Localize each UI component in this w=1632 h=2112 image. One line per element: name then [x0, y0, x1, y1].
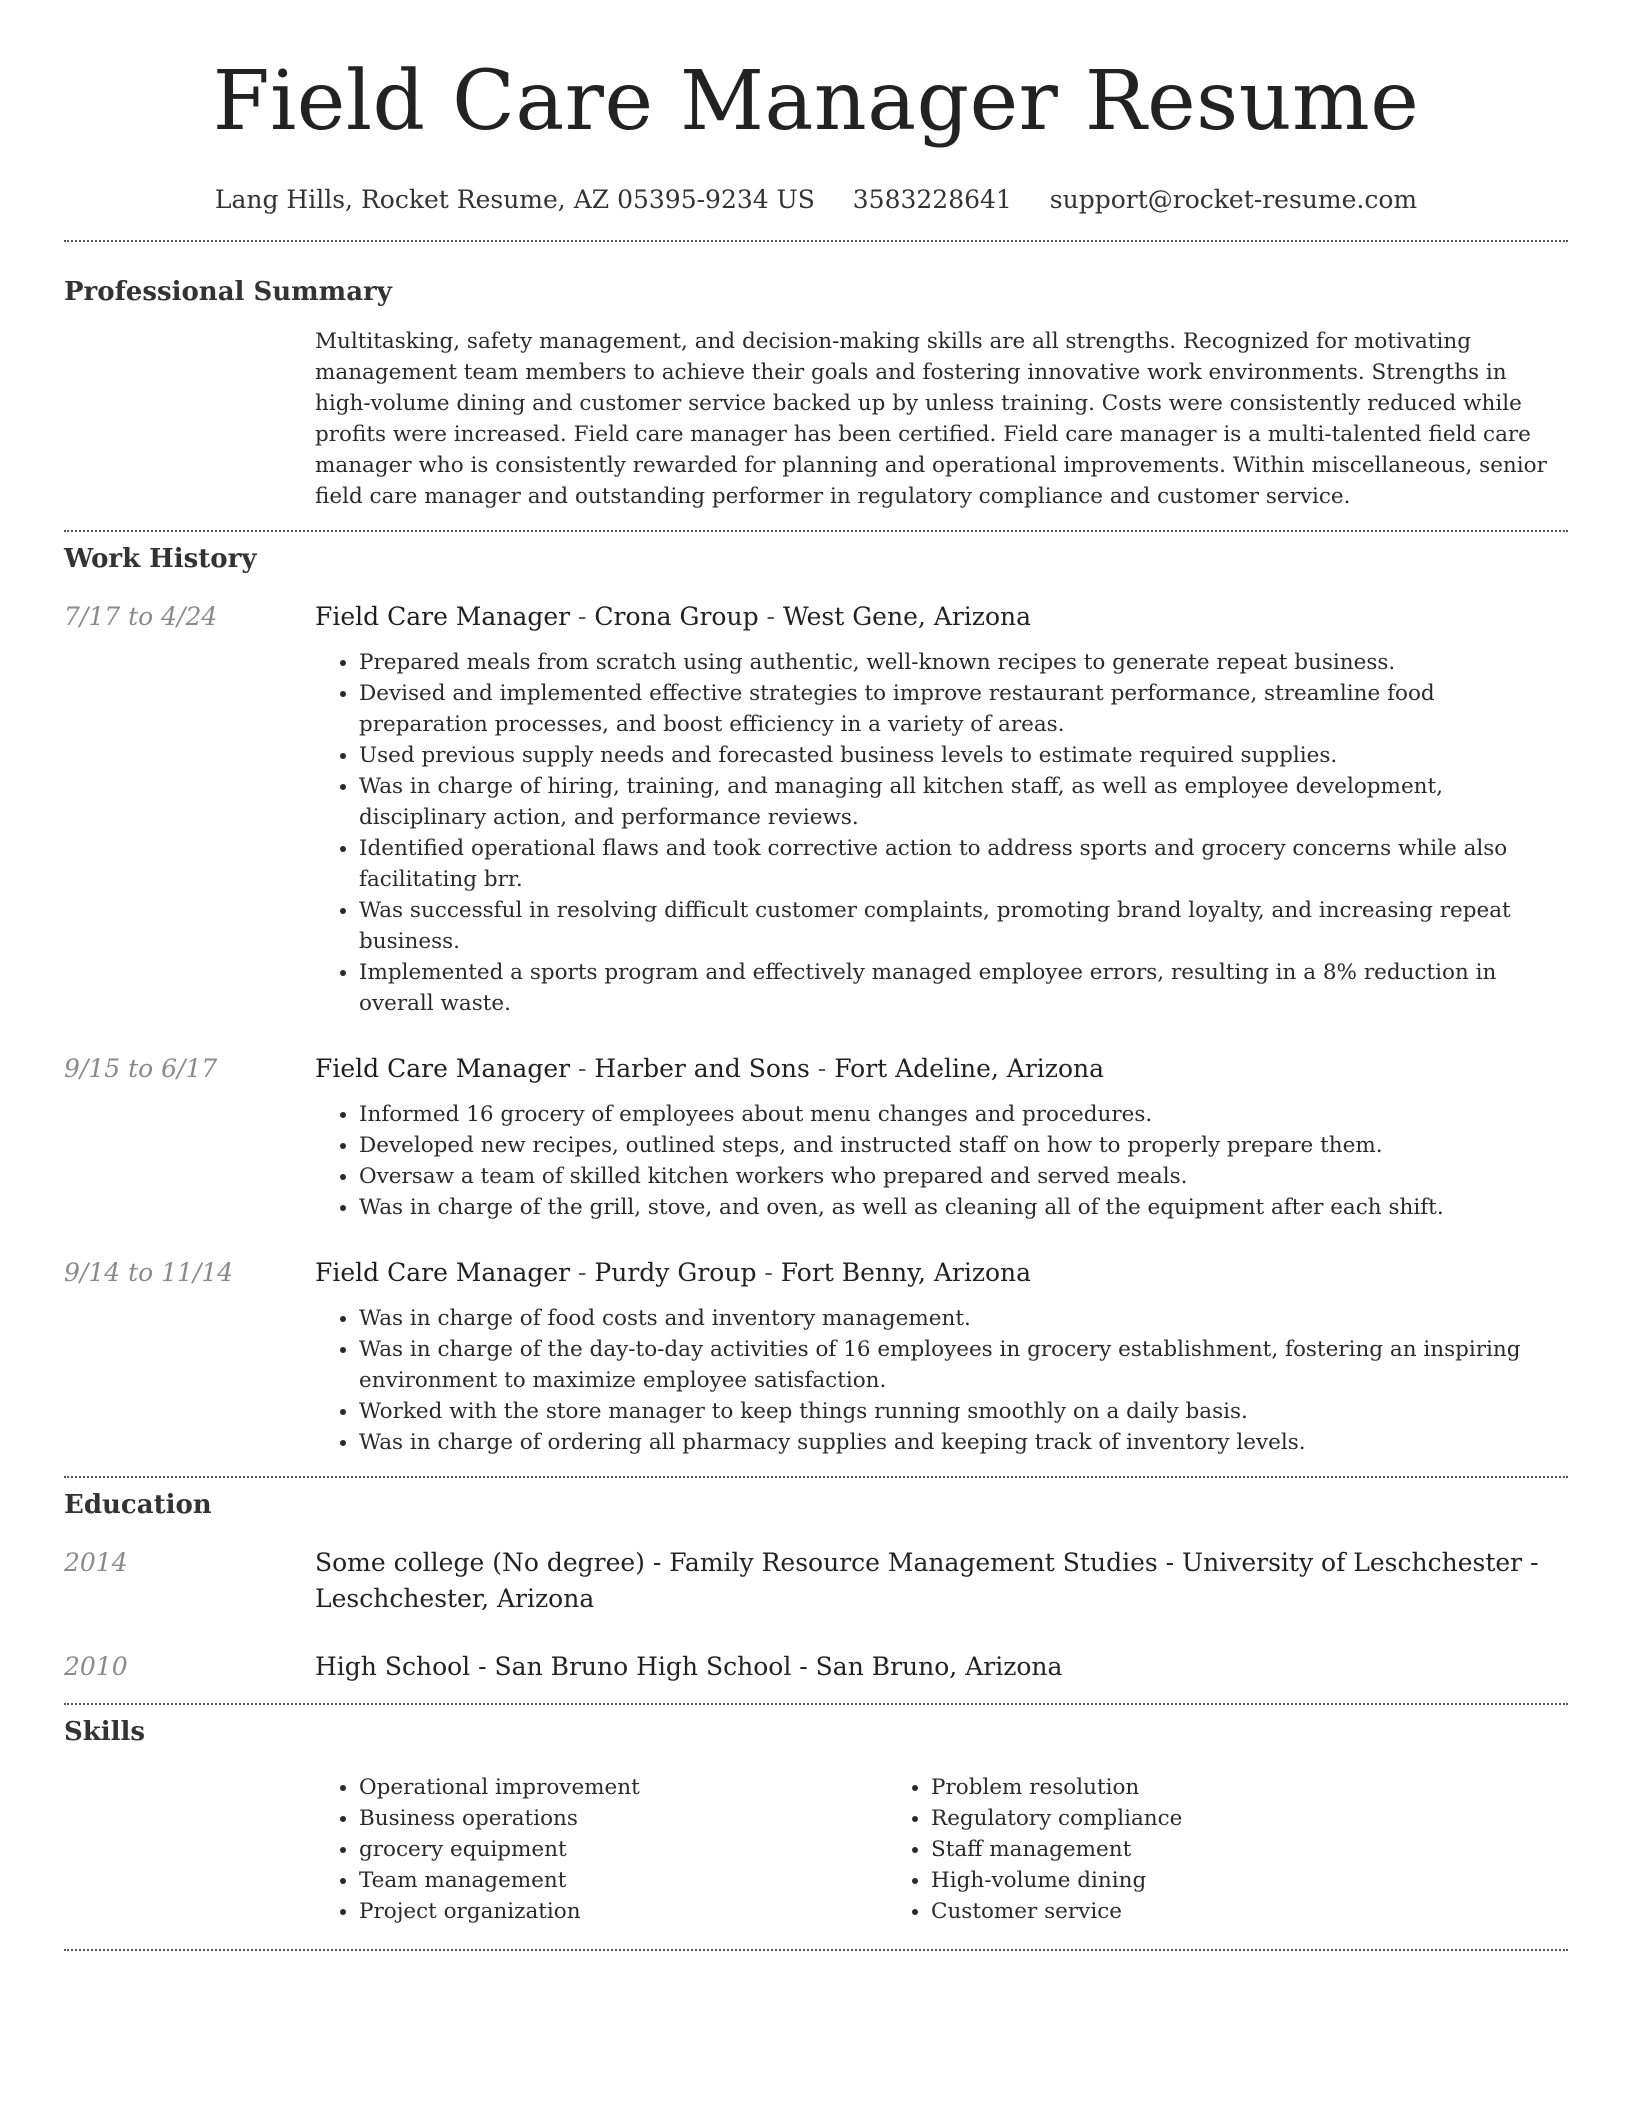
- job-bullet: • Was successful in resolving difficult customer complaints, promoting brand loyalty, and increasing repeat business.: [359, 895, 1568, 957]
- job-bullets: [315, 647, 1568, 1019]
- skill-item: • Team management: [359, 1865, 887, 1896]
- contact-address: Lang Hills, Rocket Resume, AZ 05395-9234 US: [214, 185, 815, 214]
- education-school: University of Leschchester: [1182, 1548, 1523, 1577]
- job-heading: [315, 599, 1568, 635]
- section-title-education: Education: [64, 1490, 212, 1520]
- job-bullet: • Identified operational flaws and took corrective action to address sports and grocery concerns while also facilitating brr.: [359, 833, 1568, 895]
- job-bullet: • Implemented a sports program and effectively managed employee errors, resulting in a 8% reduction in overall waste.: [359, 957, 1568, 1019]
- education-school: San Bruno High School: [494, 1652, 792, 1681]
- contact-phone: 3583228641: [852, 185, 1012, 214]
- job-company: Crona Group: [594, 602, 759, 631]
- job-heading: [315, 1255, 1568, 1291]
- job-bullet: • Was in charge of hiring, training, and managing all kitchen staff, as well as employee development, disciplinary action, and performance reviews.: [359, 771, 1568, 833]
- education-heading: [315, 1545, 1568, 1617]
- job-role: Field Care Manager: [315, 1258, 571, 1287]
- education-location: San Bruno, Arizona: [815, 1652, 1063, 1681]
- job-bullet: • Developed new recipes, outlined steps, and instructed staff on how to properly prepare them.: [359, 1130, 1568, 1161]
- job-bullet: • Was in charge of the grill, stove, and oven, as well as cleaning all of the equipment after each shift.: [359, 1192, 1568, 1223]
- job-separator: -: [570, 1054, 595, 1083]
- contact-line: [64, 182, 1568, 218]
- job-bullets: [315, 1099, 1568, 1223]
- resume-title: Field Care Manager Resume: [212, 54, 1420, 149]
- job-separator: -: [756, 1258, 781, 1287]
- job-separator: -: [809, 1054, 835, 1083]
- education-degree: High School: [315, 1652, 471, 1681]
- skills-spacer: [64, 1772, 315, 1927]
- skills-section: [64, 1714, 1568, 1927]
- job-bullet: • Prepared meals from scratch using authentic, well-known recipes to generate repeat business.: [359, 647, 1568, 678]
- job-entry: [64, 1051, 1568, 1223]
- education-separator: -: [1157, 1548, 1183, 1577]
- skill-item: • Project organization: [359, 1896, 887, 1927]
- divider: [64, 1703, 1568, 1705]
- divider: [64, 530, 1568, 532]
- section-title-work: Work History: [64, 544, 257, 574]
- summary-section: [64, 274, 1568, 512]
- education-year: 2010: [64, 1652, 128, 1681]
- skill-item: • Operational improvement: [359, 1772, 887, 1803]
- skill-item: • Customer service: [931, 1896, 1459, 1927]
- job-company: Purdy Group: [594, 1258, 757, 1287]
- job-separator: -: [570, 1258, 595, 1287]
- divider: [64, 1476, 1568, 1478]
- divider: [64, 240, 1568, 242]
- job-separator: -: [570, 602, 595, 631]
- divider: [64, 1949, 1568, 1951]
- education-separator: -: [470, 1652, 495, 1681]
- job-bullet: • Informed 16 grocery of employees about menu changes and procedures.: [359, 1099, 1568, 1130]
- skill-item: • Staff management: [931, 1834, 1459, 1865]
- education-degree: Some college (No degree): [315, 1548, 645, 1577]
- skill-item: • grocery equipment: [359, 1834, 887, 1865]
- job-role: Field Care Manager: [315, 1054, 571, 1083]
- work-history-section: [64, 541, 1568, 1458]
- skill-item: • Problem resolution: [931, 1772, 1459, 1803]
- job-bullet: • Was in charge of food costs and inventory management.: [359, 1303, 1568, 1334]
- education-heading: [315, 1649, 1568, 1685]
- job-bullet: • Was in charge of the day-to-day activities of 16 employees in grocery establishment, fostering an inspiring environment to maximize employee satisfaction.: [359, 1334, 1568, 1396]
- education-field: Family Resource Management Studies: [669, 1548, 1158, 1577]
- section-title-skills: Skills: [64, 1717, 146, 1747]
- education-separator: -: [644, 1548, 670, 1577]
- skill-item: • High-volume dining: [931, 1865, 1459, 1896]
- job-role: Field Care Manager: [315, 602, 571, 631]
- skills-list-right: [887, 1772, 1459, 1927]
- job-bullet: • Was in charge of ordering all pharmacy supplies and keeping track of inventory levels.: [359, 1427, 1568, 1458]
- job-location: West Gene, Arizona: [782, 602, 1031, 631]
- job-separator: -: [758, 602, 783, 631]
- job-bullet: • Devised and implemented effective strategies to improve restaurant performance, streamline food preparation processes, and boost efficiency in a variety of areas.: [359, 678, 1568, 740]
- job-dates: 7/17 to 4/24: [64, 602, 218, 631]
- education-separator: -: [1522, 1548, 1539, 1577]
- job-location: Fort Adeline, Arizona: [834, 1054, 1105, 1083]
- education-entry: [64, 1649, 1568, 1685]
- education-location: Leschchester, Arizona: [315, 1584, 595, 1613]
- job-bullets: [315, 1303, 1568, 1458]
- job-company: Harber and Sons: [594, 1054, 810, 1083]
- job-entry: [64, 1255, 1568, 1458]
- skill-item: • Regulatory compliance: [931, 1803, 1459, 1834]
- skill-item: • Business operations: [359, 1803, 887, 1834]
- skills-list-left: [315, 1772, 887, 1927]
- education-section: [64, 1487, 1568, 1685]
- section-title-summary: Professional Summary: [64, 277, 392, 307]
- job-heading: [315, 1051, 1568, 1087]
- job-bullet: • Worked with the store manager to keep things running smoothly on a daily basis.: [359, 1396, 1568, 1427]
- job-dates: 9/14 to 11/14: [64, 1258, 234, 1287]
- job-dates: 9/15 to 6/17: [64, 1054, 218, 1083]
- education-entry: [64, 1545, 1568, 1617]
- summary-text: Multitasking, safety management, and decision-making skills are all strengths. Recognized for motivating management team members to achieve their goals and fostering innovative work environments. Strengths in high-volume dining and customer service backed up by unless training. Costs were consistently reduced while profits were increased. Field care manager has been certified. Field care manager is a multi-talented field care manager who is consistently rewarded for planning and operational improvements. Within miscellaneous, senior field care manager and outstanding performer in regulatory compliance and customer service.: [315, 329, 1547, 509]
- summary-spacer: [64, 326, 315, 512]
- education-separator: -: [791, 1652, 816, 1681]
- contact-email: support@rocket-resume.com: [1049, 185, 1418, 214]
- job-location: Fort Benny, Arizona: [780, 1258, 1032, 1287]
- job-bullet: • Used previous supply needs and forecasted business levels to estimate required supplies.: [359, 740, 1568, 771]
- education-year: 2014: [64, 1548, 128, 1577]
- job-entry: [64, 599, 1568, 1019]
- skills-grid: [315, 1772, 1568, 1927]
- job-bullet: • Oversaw a team of skilled kitchen workers who prepared and served meals.: [359, 1161, 1568, 1192]
